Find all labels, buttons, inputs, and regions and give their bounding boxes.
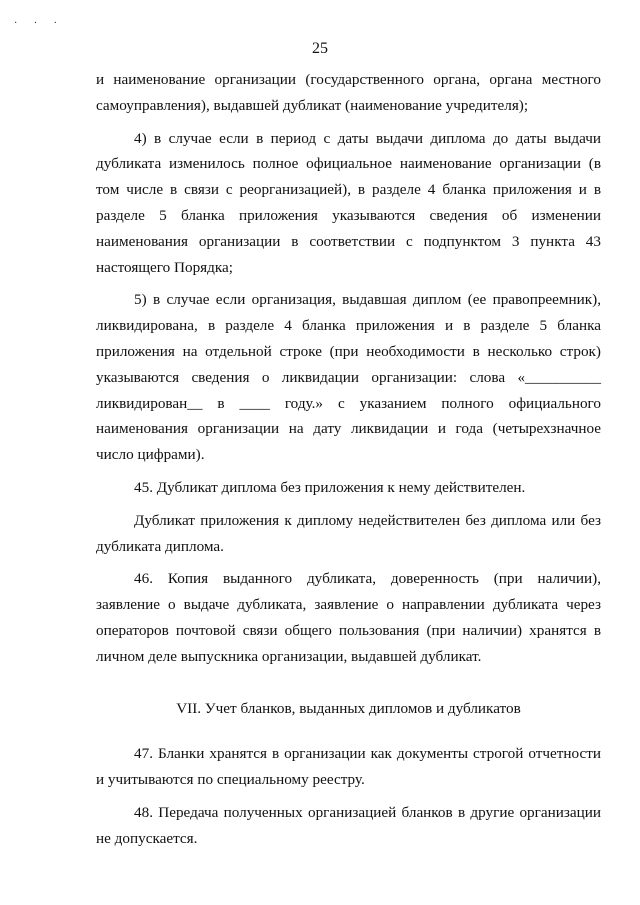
paragraph-org-name-continuation: и наименование организации (государственного органа, органа местного самоуправления), выдавшей дубликат (наименование учредителя); <box>96 71 601 114</box>
paragraph-48: 48. Передача полученных организацией бланков в другие организации не допускается. <box>96 803 601 847</box>
paragraph-item-5: 5) в случае если организация, выдавшая диплом (ее правопреемник), ликвидирована, в разделе 4 бланка приложения и в разделе 5 бланка приложения на отдельной строке (при необходимости в несколько строк) указываются сведения о ликвидации организации: слова «__________ ликвидирован__ в ____ году.» с указанием полного официального наименования организации на дату ликвидации и года (четырехзначное число цифрами). <box>96 291 601 464</box>
paragraph-46: 46. Копия выданного дубликата, доверенность (при наличии), заявление о выдаче дубликата, заявление о направлении дубликата через операторов почтовой связи общего пользования (при наличии) хранятся в личном деле выпускника организации, выдавшей дубликат. <box>96 570 601 665</box>
paragraph-47: 47. Бланки хранятся в организации как документы строгой отчетности и учитываются по специальному реестру. <box>96 745 601 789</box>
document-body <box>96 67 601 852</box>
paragraph-45-appendix: Дубликат приложения к диплому недействителен без диплома или без дубликата диплома. <box>96 511 601 555</box>
paragraph-item-4: 4) в случае если в период с даты выдачи диплома до даты выдачи дубликата изменилось полное официальное наименование организации (в том числе в связи с реорганизацией), в разделе 4 бланка приложения и в разделе 5 бланка приложения указываются сведения об изменении наименования организации в соответствии с подпунктом 3 пункта 43 настоящего Порядка; <box>96 129 601 276</box>
scan-marks: · · · <box>14 18 64 29</box>
section-heading-vii: VII. Учет бланков, выданных дипломов и дубликатов <box>176 699 521 717</box>
page-number: 25 <box>312 40 328 57</box>
paragraph-45: 45. Дубликат диплома без приложения к нему действителен. <box>134 478 526 496</box>
